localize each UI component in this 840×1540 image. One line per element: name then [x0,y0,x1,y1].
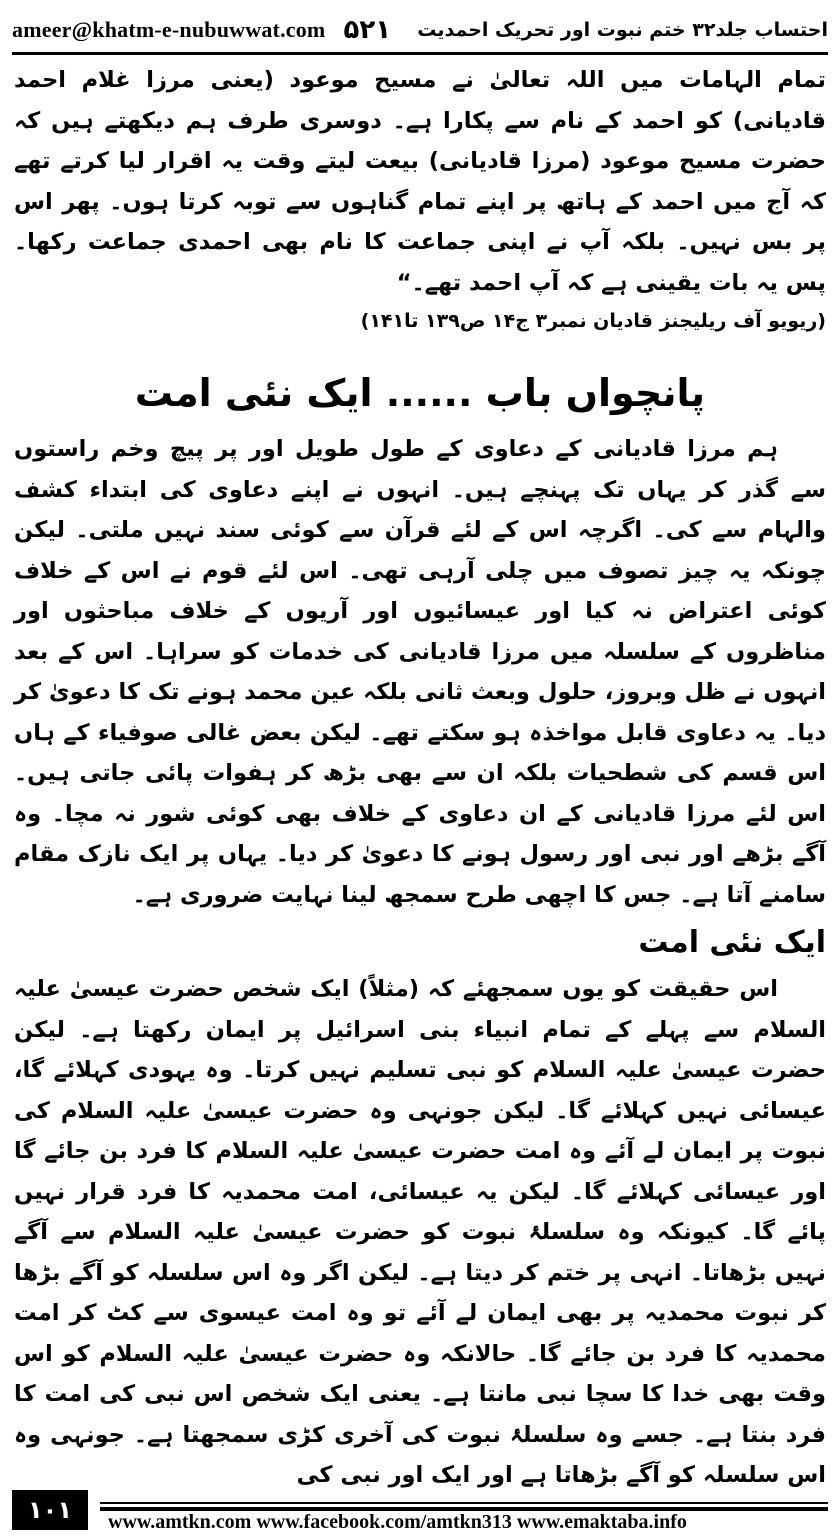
header-page-number: ۵۲۱ [343,15,392,45]
reference-citation: (ریویو آف ریلیجنز قادیان نمبر۳ ج۱۴ ص۱۳۹ تا۱۴۱) [360,310,826,332]
page-header [12,10,828,50]
section-paragraph: اس حقیقت کو یوں سمجھئے کہ (مثلاً) ایک شخص حضرت عیسیٰ علیہ السلام سے پہلے کے تمام انبیاء بنی اسرائیل پر ایمان رکھتا ہے۔ لیکن حضرت عیسیٰ علیہ السلام کو نبی تسلیم نہیں کرتا۔ وہ یہودی کہلائے گا، عیسائی نہیں کہلائے گا۔ لیکن جونہی وہ حضرت عیسیٰ علیہ السلام کی نبوت پر ایمان لے آئے وہ امت حضرت عیسیٰ علیہ السلام کا فرد بن جائے گا اور عیسائی کہلائے گا۔ لیکن یہ عیسائی، امت محمدیہ کا فرد قرار نہیں پائے گا۔ کیونکہ وہ سلسلۂ نبوت کو حضرت عیسیٰ علیہ السلام سے آگے نہیں بڑھاتا۔ انہی پر ختم کر دیتا ہے۔ لیکن اگر وہ اس سلسلہ کو آگے بڑھا کر نبوت محمدیہ پر بھی ایمان لے آئے تو وہ امت عیسوی سے کٹ کر امت محمدیہ کا فرد بن جائے گا۔ حالانکہ وہ حضرت عیسیٰ علیہ السلام کو اس وقت بھی خدا کا سچا نبی مانتا ہے۔ یعنی ایک شخص اس نبی کی امت کا فرد بنتا ہے۔ جسے وہ سلسلۂ نبوت کی آخری کڑی سمجھتا ہے۔ جونہی وہ اس سلسلہ کو آگے بڑھاتا ہے اور ایک اور نبی کی [14,976,826,1488]
header-email[interactable]: ameer@khatm-e-nubuwwat.com [12,17,326,42]
intro-paragraph: تمام الہامات میں اللہ تعالیٰ نے مسیح موعود (یعنی مرزا غلام احمد قادیانی) کو احمد کے نام سے پکارا ہے۔ دوسری طرف ہم دیکھتے ہیں کہ حضرت مسیح موعود (مرزا قادیانی) بیعت لیتے وقت یہ اقرار لیا کرتے تھے کہ آج میں احمد کے ہاتھ پر اپنے تمام گناہوں سے توبہ کرتا ہوں۔ پھر اس پر بس نہیں۔ بلکہ آپ نے اپنی جماعت کا نام بھی احمدی جماعت رکھا۔ پس یہ بات یقینی ہے کہ آپ احمد تھے۔“ [14,67,826,296]
chapter-paragraph: ہم مرزا قادیانی کے دعاوی کے طول طویل اور پر پیچ وخم راستوں سے گذر کر یہاں تک پہنچے ہیں۔ انہوں نے اپنے دعاوی کی ابتداء کشف والہام سے کی۔ اگرچہ اس کے لئے قرآن سے کوئی سند نہیں ملتی۔ لیکن چونکہ یہ چیز تصوف میں چلی آرہی تھی۔ اس لئے قوم نے اس کے خلاف کوئی اعتراض نہ کیا اور عیسائیوں اور آریوں کے خلاف مباحثوں اور مناظروں کے سلسلہ میں مرزا قادیانی کی خدمات کو سراہا۔ اس کے بعد انہوں نے ظل وبروز، حلول وبعث ثانی بلکہ عین محمد ہونے تک کا دعویٰ کر دیا۔ یہ دعاوی قابل مواخذہ ہو سکتے تھے۔ لیکن بعض غالی صوفیاء کے ہاں اس قسم کی شطحیات بلکہ ان سے بھی بڑھ کر ہفوات پائی جاتی ہیں۔ اس لئے مرزا قادیانی کے ان دعاوی کے خلاف بھی کوئی شور نہ مچا۔ وہ آگے بڑھے اور نبی اور رسول ہونے کا دعویٰ کر دیا۔ یہاں پر ایک نازک مقام سامنے آتا ہے۔ جس کا اچھی طرح سمجھ لینا نہایت ضروری ہے۔ [14,436,826,908]
section-title: ایک نئی امت [638,925,826,960]
header-left-group [12,15,391,45]
footer-rule-thin [100,1502,828,1504]
footer-urls[interactable]: www.amtkn.com www.facebook.com/amtkn313 www.emaktaba.info [108,1511,687,1533]
chapter-title: پانچواں باب ...... ایک نئی امت [134,371,706,415]
header-rule [12,52,828,55]
page-footer [12,1488,828,1534]
page-content [14,60,826,1496]
header-book-title: احتساب جلد۳۲ ختم نبوت اور تحریک احمدیت [417,19,828,41]
footer-page-number: ۱۰۱ [12,1490,88,1530]
